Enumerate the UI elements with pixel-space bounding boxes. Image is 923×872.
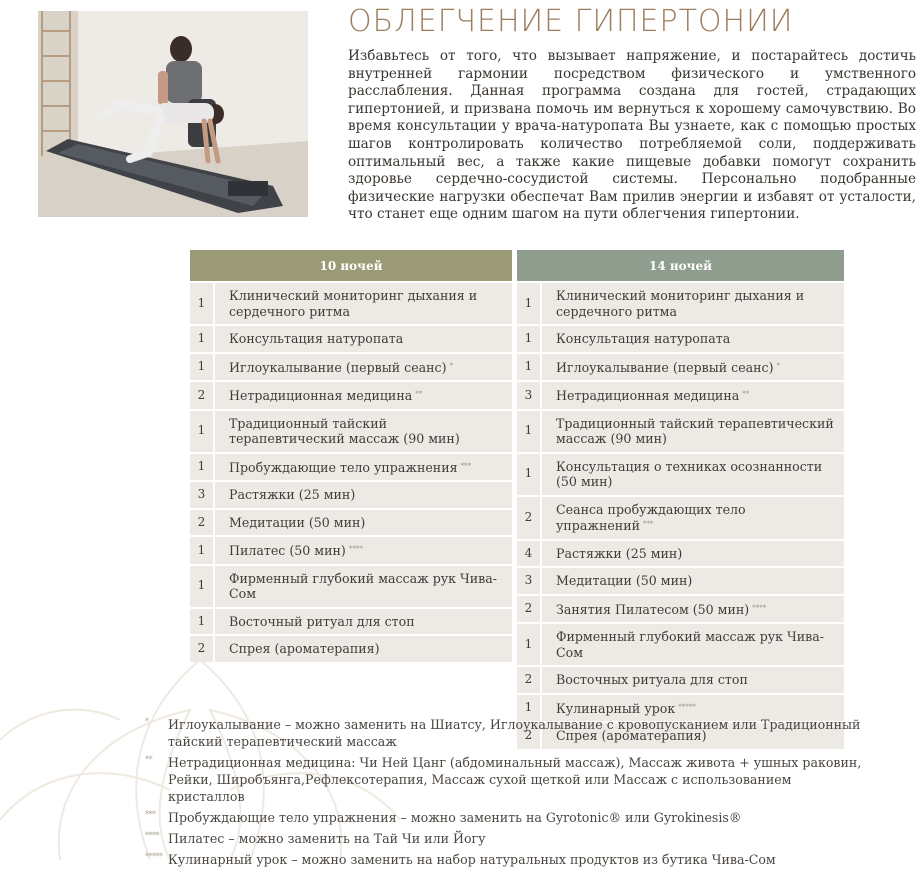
- footnotes: [145, 716, 865, 872]
- table-row: [517, 666, 844, 694]
- treatment-name: Медитации (50 мин): [556, 573, 693, 588]
- treatment-cell: [541, 595, 844, 624]
- treatment-cell: [541, 540, 844, 568]
- treatment-cell: [214, 481, 512, 509]
- footnote-item: [145, 716, 865, 750]
- treatment-cell: [541, 623, 844, 666]
- footnote-mark: ****: [752, 603, 767, 612]
- treatment-name: Растяжки (25 мин): [556, 545, 683, 561]
- treatment-name: Консультация натуропата: [556, 331, 731, 346]
- intro-paragraph: Избавьтесь от того, что вызывает напряжение, и постарайтесь достичь внутренней гармонии посредством физического и умственного расслабления. Данная программа создана для гостей, страдающих гипертонией, и призвана помочь им вернуться к хорошему самочувствию. Во время консультации у врача-натуропата Вы узнаете, как с помощью простых шагов контролировать количество потребляемой соли, поддерживать оптимальный вес, а также какие пищевые добавки помогут сохранить здоровье сердечно-сосудистой системы. Персонально подобранные физические нагрузки обеспечат Вам прилив энергии и избавят от усталости, что станет еще одним шагом на пути облегчения гипертонии.: [348, 48, 916, 223]
- quantity-cell: 1: [190, 565, 214, 608]
- quantity-cell: 1: [190, 282, 214, 325]
- table-row: [517, 567, 844, 595]
- table-row: [517, 595, 844, 624]
- treatment-name: Пилатес (50 мин): [229, 543, 346, 558]
- footnote-mark: *****: [145, 852, 163, 861]
- treatment-name: Восточных ритуала для стоп: [556, 672, 748, 687]
- quantity-cell: 2: [517, 595, 541, 624]
- footnote-mark: ***: [145, 810, 156, 819]
- table-row: [190, 481, 512, 509]
- footnote-text: Иглоукалывание – можно заменить на Шиатсу, Иглоукалывание с кровопусканием или Традиционный тайский терапевтический массаж: [168, 717, 861, 749]
- table-row: [517, 623, 844, 666]
- treatment-cell: [214, 453, 512, 482]
- table-row: [190, 410, 512, 453]
- quantity-cell: 2: [190, 509, 214, 537]
- table-row: [517, 282, 844, 325]
- treatment-name: Фирменный глубокий массаж рук Чива-Сом: [229, 570, 498, 601]
- treatment-name: Консультация натуропата: [229, 331, 404, 346]
- treatment-cell: [541, 666, 844, 694]
- footnote-mark: *: [449, 361, 454, 370]
- treatment-name: Растяжки (25 мин): [229, 487, 356, 502]
- table-row: [190, 353, 512, 382]
- footnote-mark: ****: [145, 831, 159, 840]
- quantity-cell: 1: [190, 410, 214, 453]
- quantity-cell: 1: [190, 325, 214, 353]
- footnote-mark: ***: [643, 520, 654, 528]
- table-14-header: 14 ночей: [517, 250, 844, 282]
- yoga-photo: [38, 11, 308, 217]
- treatment-cell: [541, 282, 844, 325]
- treatment-cell: [214, 635, 512, 662]
- quantity-cell: 1: [517, 410, 541, 453]
- footnote-text: Пилатес – можно заменить на Тай Чи или Йогу: [168, 831, 486, 846]
- table-row: [190, 453, 512, 482]
- table-row: [517, 353, 844, 382]
- treatment-cell: [541, 567, 844, 595]
- treatment-name: Пробуждающие тело упражнения: [229, 459, 458, 475]
- footnote-mark: **: [145, 755, 152, 764]
- table-row: [517, 496, 844, 540]
- treatment-name: Иглоукалывание (первый сеанс): [229, 359, 447, 375]
- table-10-nights: [190, 250, 512, 662]
- table-row: [190, 509, 512, 537]
- footnote-mark: *: [145, 717, 149, 726]
- quantity-cell: 1: [190, 453, 214, 482]
- treatment-cell: [214, 509, 512, 537]
- treatment-name: Сеанса пробуждающих тело упражнений: [556, 501, 746, 533]
- quantity-cell: 3: [517, 381, 541, 410]
- treatment-cell: [541, 325, 844, 353]
- footnote-mark: *****: [678, 702, 696, 711]
- treatment-name: Нетрадиционная медицина: [556, 388, 740, 403]
- quantity-cell: 1: [517, 325, 541, 353]
- table-row: [190, 381, 512, 410]
- table-row: [190, 536, 512, 565]
- quantity-cell: 1: [517, 282, 541, 325]
- table-row: [190, 325, 512, 353]
- treatment-cell: [541, 410, 844, 453]
- footnote-mark: **: [415, 390, 423, 398]
- footnote-text: Нетрадиционная медицина: Чи Ней Цанг (абдоминальный массаж), Массаж живота + ушных раковин, Рейки, Широбъянга,Рефлексотерапия, Массаж сухой щеткой или Массаж с использованием кристаллов: [168, 755, 862, 804]
- quantity-cell: 1: [517, 694, 541, 723]
- quantity-cell: 1: [190, 608, 214, 636]
- footnote-text: Пробуждающие тело упражнения – можно заменить на Gyrotonic® или Gyrokinesis®: [168, 810, 742, 825]
- treatment-name: Клинический мониторинг дыхания и сердечного ритма: [229, 288, 478, 319]
- treatment-name: Восточный ритуал для стоп: [229, 613, 415, 629]
- footnote-mark: ***: [460, 461, 472, 470]
- quantity-cell: 1: [517, 353, 541, 382]
- treatment-name: Традиционный тайский терапевтический массаж (90 мин): [229, 415, 460, 446]
- quantity-cell: 1: [190, 536, 214, 565]
- table-row: [517, 453, 844, 496]
- quantity-cell: 2: [517, 722, 541, 749]
- quantity-cell: 2: [190, 381, 214, 410]
- quantity-cell: 2: [517, 496, 541, 540]
- treatment-name: Медитации (50 мин): [229, 514, 366, 530]
- treatment-cell: [541, 381, 844, 410]
- footnote-item: [145, 754, 865, 805]
- page-title: ОБЛЕГЧЕНИЕ ГИПЕРТОНИИ: [348, 4, 794, 39]
- treatment-cell: [214, 410, 512, 453]
- table-10-header: 10 ночей: [190, 250, 512, 282]
- treatment-cell: [214, 608, 512, 636]
- footnote-mark: ****: [348, 545, 363, 553]
- treatment-cell: [214, 381, 512, 410]
- quantity-cell: 1: [517, 623, 541, 666]
- quantity-cell: 1: [517, 453, 541, 496]
- quantity-cell: 1: [190, 353, 214, 382]
- table-row: [190, 635, 512, 662]
- footnote-text: Кулинарный урок – можно заменить на набор натуральных продуктов из бутика Чива-Сом: [168, 852, 776, 867]
- treatment-name: Традиционный тайский терапевтический массаж (90 мин): [556, 415, 834, 446]
- table-row: [517, 410, 844, 453]
- footnote-mark: *: [776, 361, 781, 370]
- treatment-name: Спрея (ароматерапия): [229, 641, 380, 656]
- table-row: [517, 381, 844, 410]
- treatment-name: Кулинарный урок: [556, 700, 676, 716]
- quantity-cell: 2: [517, 666, 541, 694]
- treatment-cell: [541, 353, 844, 382]
- footnote-item: [145, 830, 865, 847]
- footnote-item: [145, 809, 865, 826]
- footnote-mark: **: [742, 390, 750, 398]
- table-14-nights: [517, 250, 844, 749]
- quantity-cell: 3: [517, 567, 541, 595]
- treatment-name: Иглоукалывание (первый сеанс): [556, 359, 774, 375]
- treatment-name: Спрея (ароматерапия): [556, 728, 707, 743]
- treatment-cell: [541, 453, 844, 496]
- treatment-name: Консультация о техниках осознанности (50 мин): [556, 458, 823, 489]
- treatment-name: Занятия Пилатесом (50 мин): [556, 601, 750, 617]
- treatment-cell: [214, 325, 512, 353]
- table-row: [517, 540, 844, 568]
- quantity-cell: 2: [190, 635, 214, 662]
- treatment-cell: [214, 353, 512, 382]
- table-row: [190, 282, 512, 325]
- table-row: [190, 608, 512, 636]
- treatment-cell: [214, 536, 512, 565]
- treatment-cell: [541, 496, 844, 540]
- treatment-name: Фирменный глубокий массаж рук Чива-Сом: [556, 629, 825, 660]
- table-row: [190, 565, 512, 608]
- treatment-cell: [214, 282, 512, 325]
- treatment-cell: [214, 565, 512, 608]
- treatment-name: Нетрадиционная медицина: [229, 388, 413, 403]
- quantity-cell: 4: [517, 540, 541, 568]
- quantity-cell: 3: [190, 481, 214, 509]
- table-row: [517, 325, 844, 353]
- treatment-name: Клинический мониторинг дыхания и сердечного ритма: [556, 288, 805, 319]
